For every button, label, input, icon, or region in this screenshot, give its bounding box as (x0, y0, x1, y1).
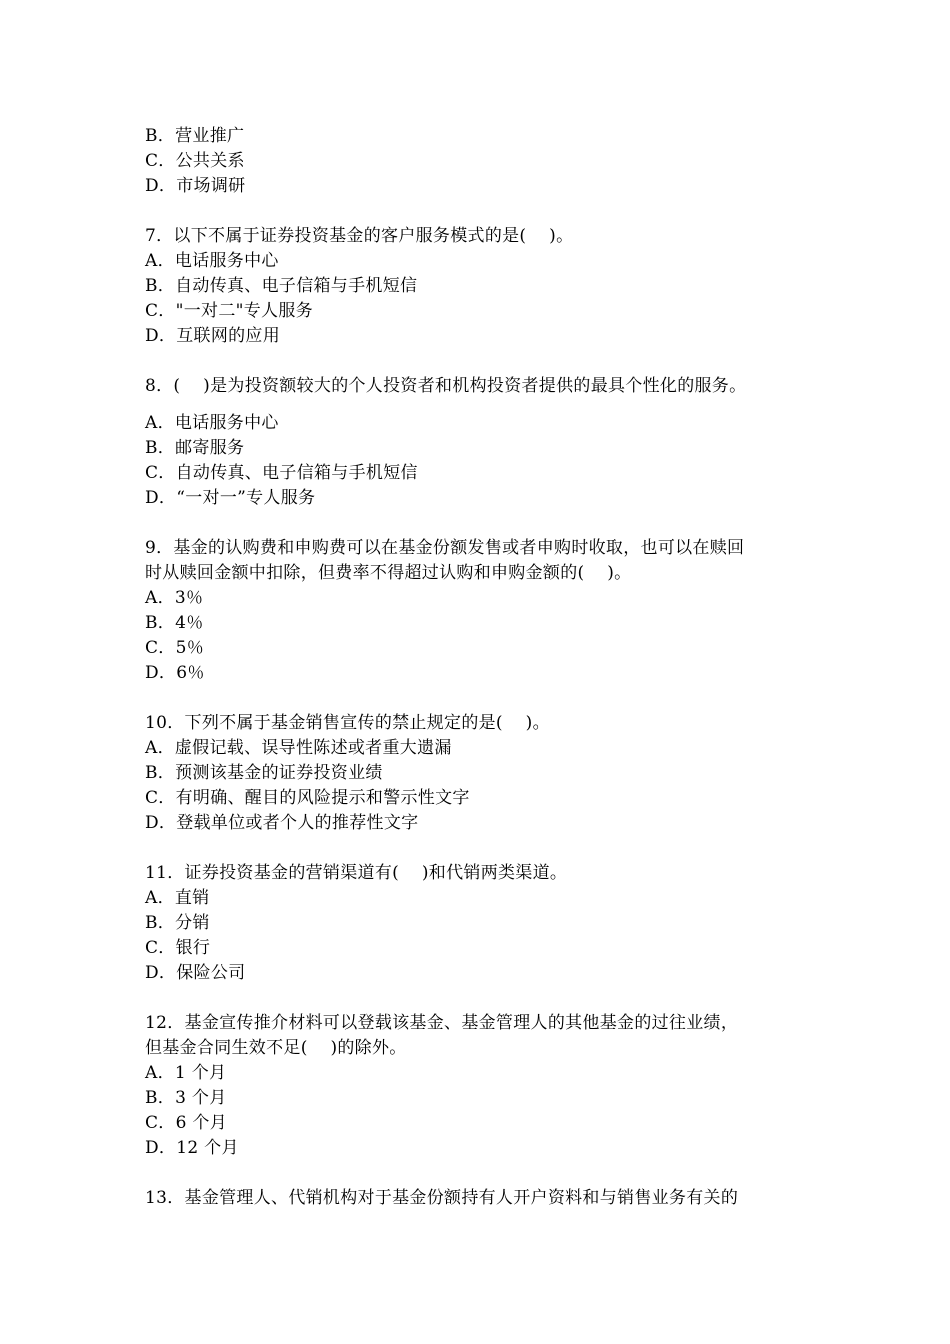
option-a: A．3％ (145, 588, 204, 608)
question-stem: 10．下列不属于基金销售宣传的禁止规定的是( )。 (145, 713, 550, 733)
option-d: D．保险公司 (145, 963, 246, 983)
option-b: B．4％ (145, 613, 204, 633)
option-c: C．有明确、醒目的风险提示和警示性文字 (145, 788, 470, 808)
option-c: C．银行 (145, 938, 211, 958)
question-stem-line-2: 但基金合同生效不足( )的除外。 (145, 1038, 407, 1058)
option-d: D．“一对一”专人服务 (145, 488, 316, 508)
question-stem-line-2: 时从赎回金额中扣除，但费率不得超过认购和申购金额的( )。 (145, 563, 632, 583)
question-8 (145, 374, 845, 511)
question-12 (145, 1011, 845, 1161)
question-7 (145, 224, 845, 349)
question-stem-line-1: 9．基金的认购费和申购费可以在基金份额发售或者申购时收取，也可以在赎回 (145, 538, 745, 558)
option-a: A．电话服务中心 (145, 413, 279, 433)
option-a: A．直销 (145, 888, 210, 908)
question-9 (145, 536, 845, 686)
option-c: C．5％ (145, 638, 205, 658)
option-d: D．登载单位或者个人的推荐性文字 (145, 813, 419, 833)
question-stem: 11．证券投资基金的营销渠道有( )和代销两类渠道。 (145, 863, 568, 883)
question-stem-line-1: 12．基金宣传推介材料可以登载该基金、基金管理人的其他基金的过往业绩， (145, 1013, 739, 1033)
option-b: B．分销 (145, 913, 210, 933)
option-b: B．3 个月 (145, 1088, 227, 1108)
option-c: C．自动传真、电子信箱与手机短信 (145, 463, 418, 483)
option-a: A．虚假记载、误导性陈述或者重大遗漏 (145, 738, 452, 758)
option-d: D．互联网的应用 (145, 326, 281, 346)
option-d: D．市场调研 (145, 176, 246, 196)
option-c: C．6 个月 (145, 1113, 228, 1133)
question-6-tail (145, 124, 845, 199)
question-13 (145, 1186, 845, 1211)
option-c: C．"一对二"专人服务 (145, 301, 313, 321)
option-b: B．自动传真、电子信箱与手机短信 (145, 276, 418, 296)
question-10 (145, 711, 845, 836)
option-a: A．1 个月 (145, 1063, 227, 1083)
option-d: D．12 个月 (145, 1138, 239, 1158)
question-stem: 7．以下不属于证券投资基金的客户服务模式的是( )。 (145, 226, 574, 246)
option-b: B．营业推广 (145, 126, 245, 146)
option-d: D．6％ (145, 663, 205, 683)
question-list (145, 124, 845, 1211)
option-c: C．公共关系 (145, 151, 245, 171)
question-11 (145, 861, 845, 986)
option-b: B．预测该基金的证券投资业绩 (145, 763, 383, 783)
option-a: A．电话服务中心 (145, 251, 279, 271)
question-stem-line-1: 13．基金管理人、代销机构对于基金份额持有人开户资料和与销售业务有关的 (145, 1188, 739, 1208)
question-stem: 8．( )是为投资额较大的个人投资者和机构投资者提供的最具个性化的服务。 (145, 376, 747, 396)
option-b: B．邮寄服务 (145, 438, 245, 458)
